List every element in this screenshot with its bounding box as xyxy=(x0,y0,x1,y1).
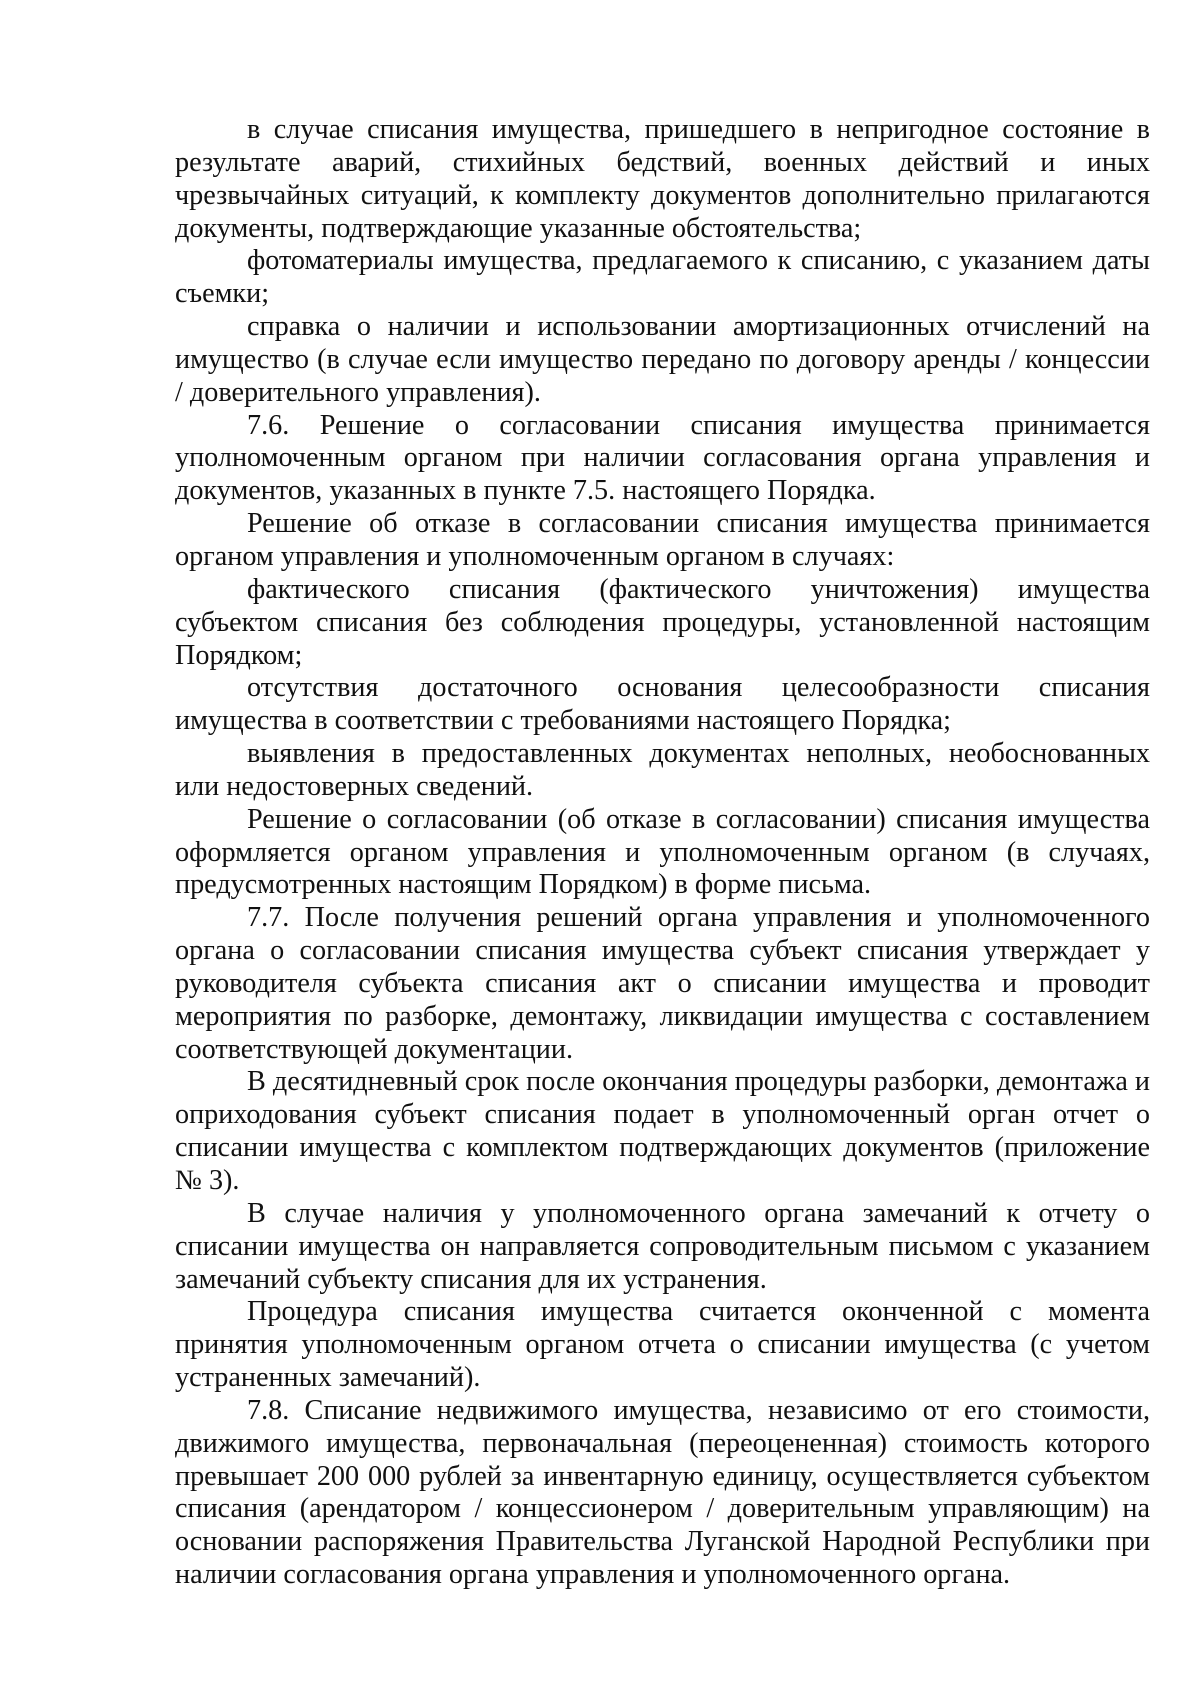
paragraph-incomplete-info: выявления в предоставленных документах неполных, необоснованных или недостоверных сведений. xyxy=(175,738,1150,802)
paragraph-actual-writeoff: фактического списания (фактического уничтожения) имущества субъектом списания без соблюдения процедуры, установленной настоящим Порядком; xyxy=(175,573,1150,671)
paragraph-clause-7-6: 7.6. Решение о согласовании списания имущества принимается уполномоченным органом при наличии согласования органа управления и документов, указанных в пункте 7.5. настоящего Порядка. xyxy=(175,409,1150,507)
paragraph-clause-7-8: 7.8. Списание недвижимого имущества, независимо от его стоимости, движимого имущества, первоначальная (переоцененная) стоимость которого превышает 200 000 рублей за инвентарную единицу, осуществляется субъектом списания (арендатором / концессионером / доверительным управляющим) на основании распоряжения Правительства Луганской Народной Республики при наличии согласования органа управления и уполномоченного органа. xyxy=(175,1394,1150,1591)
document-page xyxy=(175,114,1150,1592)
paragraph-ten-day-report: В десятидневный срок после окончания процедуры разборки, демонтажа и оприходования субъект списания подает в уполномоченный орган отчет о списании имущества с комплектом подтверждающих документов (приложение № 3). xyxy=(175,1066,1150,1196)
paragraph-insufficient-grounds: отсутствия достаточного основания целесообразности списания имущества в соответствии с требованиями настоящего Порядка; xyxy=(175,672,1150,737)
paragraph-procedure-completion: Процедура списания имущества считается оконченной с момента принятия уполномоченным органом отчета о списании имущества (с учетом устраненных замечаний). xyxy=(175,1296,1150,1394)
paragraph-writeoff-emergency: в случае списания имущества, пришедшего в непригодное состояние в результате аварий, стихийных бедствий, военных действий и иных чрезвычайных ситуаций, к комплекту документов дополнительно прилагаются документы, подтверждающие указанные обстоятельства; xyxy=(175,114,1150,244)
paragraph-report-remarks: В случае наличия у уполномоченного органа замечаний к отчету о списании имущества он направляется сопроводительным письмом с указанием замечаний субъекту списания для их устранения. xyxy=(175,1197,1150,1295)
paragraph-clause-7-7: 7.7. После получения решений органа управления и уполномоченного органа о согласовании списания имущества субъект списания утверждает у руководителя субъекта списания акт о списании имущества и проводит мероприятия по разборке, демонтажу, ликвидации имущества с составлением соответствующей документации. xyxy=(175,902,1150,1065)
paragraph-refusal-decision: Решение об отказе в согласовании списания имущества принимается органом управления и уполномоченным органом в случаях: xyxy=(175,508,1150,572)
paragraph-photo-materials: фотоматериалы имущества, предлагаемого к списанию, с указанием даты съемки; xyxy=(175,245,1150,310)
paragraph-depreciation-certificate: справка о наличии и использовании амортизационных отчислений на имущество (в случае если имущество передано по договору аренды / концессии / доверительного управления). xyxy=(175,311,1150,408)
paragraph-decision-form: Решение о согласовании (об отказе в согласовании) списания имущества оформляется органом управления и уполномоченным органом (в случаях, предусмотренных настоящим Порядком) в форме письма. xyxy=(175,803,1150,901)
